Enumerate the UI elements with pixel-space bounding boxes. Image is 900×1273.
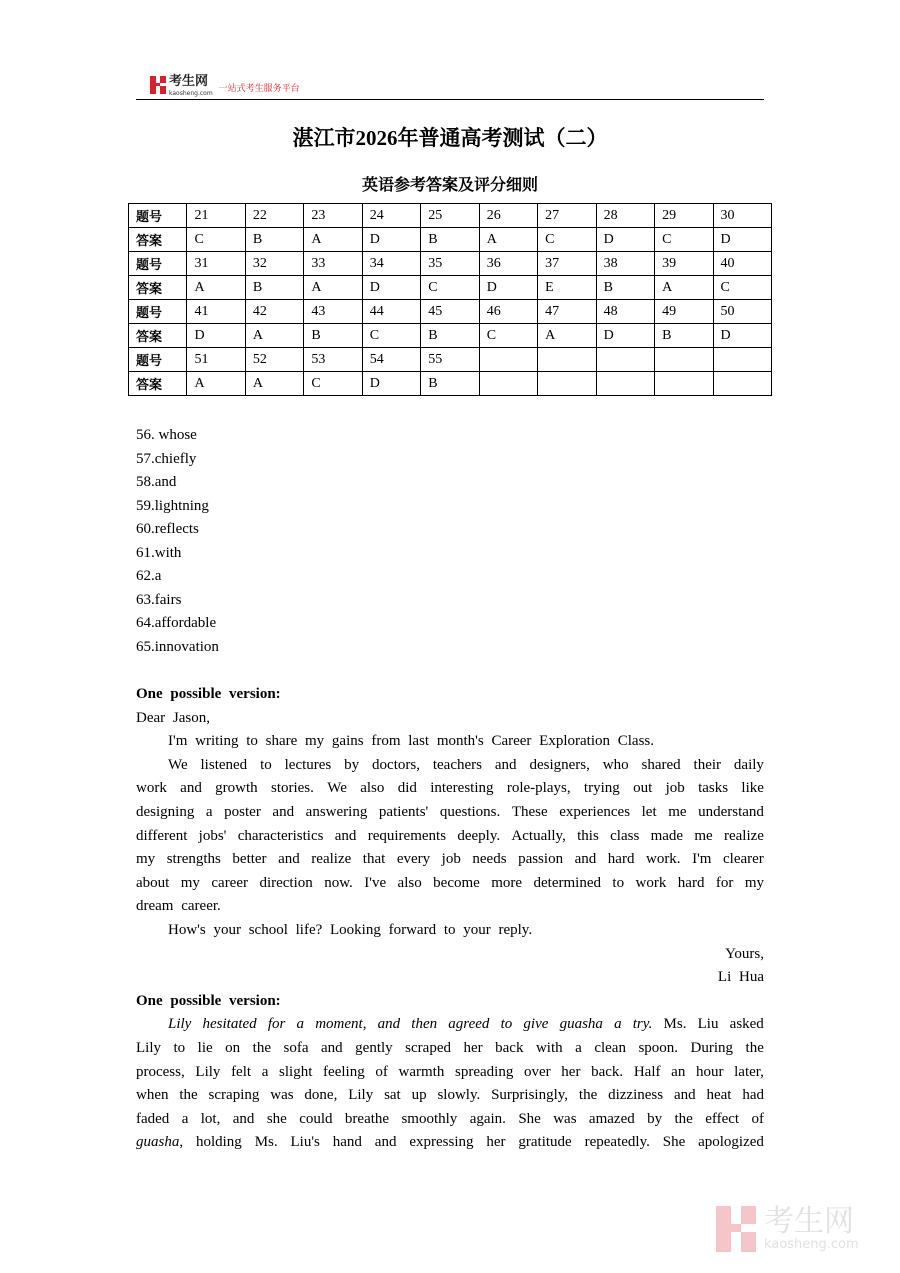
answer-label: 答案 xyxy=(129,372,187,396)
question-number xyxy=(596,348,654,372)
table-row xyxy=(129,204,772,228)
question-number: 23 xyxy=(304,204,362,228)
text-line xyxy=(136,919,764,943)
answer-cell: B xyxy=(421,372,479,396)
question-number: 27 xyxy=(538,204,596,228)
answer-cell xyxy=(596,372,654,396)
answer-cell: A xyxy=(304,276,362,300)
letter-greeting: Dear Jason, xyxy=(136,709,210,726)
text-line: guasha, holding Ms. Liu's hand and expressing her gratitude repeatedly. She apologized xyxy=(136,1134,764,1151)
question-number: 53 xyxy=(304,348,362,372)
text-line: process, Lily felt a slight feeling of warmth spreading over her back. Half an hour later, xyxy=(136,1063,764,1080)
table-row xyxy=(129,228,772,252)
answer-cell xyxy=(538,372,596,396)
page-subtitle: 英语参考答案及评分细则 xyxy=(361,177,538,194)
answer-cell xyxy=(713,372,771,396)
question-number: 52 xyxy=(245,348,303,372)
question-number: 35 xyxy=(421,252,479,276)
answer-cell: D xyxy=(362,372,420,396)
question-number: 22 xyxy=(245,204,303,228)
question-number: 33 xyxy=(304,252,362,276)
answer-cell: D xyxy=(362,228,420,252)
section-heading: One possible version: xyxy=(136,992,281,1009)
question-number xyxy=(655,348,713,372)
answer-cell: A xyxy=(187,276,245,300)
question-number: 48 xyxy=(596,300,654,324)
table-row xyxy=(129,324,772,348)
answer-cell: C xyxy=(187,228,245,252)
question-number: 40 xyxy=(713,252,771,276)
paragraph xyxy=(136,1013,764,1155)
text-line xyxy=(136,730,764,754)
question-number: 41 xyxy=(187,300,245,324)
letter-signature: Li Hua xyxy=(717,969,764,986)
watermark-url: kaosheng.com xyxy=(764,1236,859,1252)
text-run: dream career. xyxy=(136,898,221,915)
answer-cell: B xyxy=(596,276,654,300)
answer-label: 答案 xyxy=(129,228,187,252)
answer-cell: A xyxy=(655,276,713,300)
fill-in-answer: 65.innovation xyxy=(136,638,219,655)
text-line: We listened to lectures by doctors, teachers and designers, who shared their daily xyxy=(168,756,764,773)
text-run: How's your school life? Looking forward to your reply. xyxy=(168,921,533,938)
answer-cell: C xyxy=(655,228,713,252)
fill-in-answer: 57.chiefly xyxy=(136,450,197,467)
answer-cell: B xyxy=(245,276,303,300)
writing-section xyxy=(136,683,764,1155)
section-heading: One possible version: xyxy=(136,686,281,702)
text-line: when the scraping was done, Lily sat up slowly. Surprisingly, the dizziness and heat had xyxy=(136,1087,764,1104)
answer-cell: A xyxy=(187,372,245,396)
question-number: 37 xyxy=(538,252,596,276)
fill-in-answer: 63.fairs xyxy=(136,591,182,608)
question-number: 38 xyxy=(596,252,654,276)
fill-in-answer: 62.a xyxy=(136,568,162,584)
question-number-label: 题号 xyxy=(129,204,187,228)
question-number-label: 题号 xyxy=(129,252,187,276)
text-line: Lily hesitated for a moment, and then agreed to give guasha a try. Ms. Liu asked xyxy=(168,1016,764,1033)
slogan: 一站式考生服务平台 xyxy=(218,84,300,94)
question-number: 46 xyxy=(479,300,537,324)
fill-in-answer: 60.reflects xyxy=(136,521,199,537)
answer-cell: C xyxy=(304,372,362,396)
question-number: 47 xyxy=(538,300,596,324)
header-divider xyxy=(136,99,764,100)
question-number: 54 xyxy=(362,348,420,372)
question-number xyxy=(479,348,537,372)
answer-cell: D xyxy=(362,276,420,300)
answer-cell: A xyxy=(479,228,537,252)
question-number: 26 xyxy=(479,204,537,228)
question-number: 42 xyxy=(245,300,303,324)
question-number: 34 xyxy=(362,252,420,276)
answer-cell: D xyxy=(479,276,537,300)
question-number: 44 xyxy=(362,300,420,324)
question-number: 21 xyxy=(187,204,245,228)
watermark-logo-icon xyxy=(716,1206,756,1252)
question-number: 43 xyxy=(304,300,362,324)
question-number: 50 xyxy=(713,300,771,324)
question-number: 30 xyxy=(713,204,771,228)
paragraph xyxy=(136,754,764,919)
text-line: work and growth stories. We also did interesting role-plays, trying out job tasks like xyxy=(136,780,764,797)
answer-cell: D xyxy=(187,324,245,348)
answer-cell: A xyxy=(245,324,303,348)
answer-cell: C xyxy=(479,324,537,348)
answer-cell: E xyxy=(538,276,596,300)
question-number: 25 xyxy=(421,204,479,228)
answer-label: 答案 xyxy=(129,324,187,348)
table-row xyxy=(129,348,772,372)
answer-cell: C xyxy=(538,228,596,252)
answer-cell: C xyxy=(421,276,479,300)
question-number: 32 xyxy=(245,252,303,276)
table-row xyxy=(129,252,772,276)
fill-in-answer: 59.lightning xyxy=(136,497,209,514)
answer-label: 答案 xyxy=(129,276,187,300)
table-row xyxy=(129,300,772,324)
question-number: 49 xyxy=(655,300,713,324)
question-number: 28 xyxy=(596,204,654,228)
letter-closing: Yours, xyxy=(725,945,764,962)
question-number xyxy=(713,348,771,372)
answer-cell: D xyxy=(596,324,654,348)
answer-cell: C xyxy=(362,324,420,348)
answer-cell: B xyxy=(421,228,479,252)
paragraph xyxy=(136,919,764,943)
question-number: 24 xyxy=(362,204,420,228)
question-number: 51 xyxy=(187,348,245,372)
answer-cell: A xyxy=(304,228,362,252)
fill-in-answer: 56. whose xyxy=(136,427,197,443)
answer-cell xyxy=(479,372,537,396)
page-title: 湛江市2026年普通高考测试（二） xyxy=(292,126,608,150)
text-line: faded a lot, and she could breathe smoothly again. She was amazed by the effect of xyxy=(136,1110,764,1127)
fill-in-answer: 58.and xyxy=(136,474,177,490)
logo-name: 考生网 xyxy=(169,74,209,89)
text-line xyxy=(136,895,764,919)
question-number: 29 xyxy=(655,204,713,228)
logo-url: kaosheng.com xyxy=(169,90,213,97)
fill-in-answers xyxy=(136,424,219,659)
answer-cell: A xyxy=(245,372,303,396)
answer-cell: B xyxy=(421,324,479,348)
answer-cell: C xyxy=(713,276,771,300)
question-number xyxy=(538,348,596,372)
question-number: 39 xyxy=(655,252,713,276)
table-row xyxy=(129,276,772,300)
question-number: 45 xyxy=(421,300,479,324)
answer-cell: D xyxy=(596,228,654,252)
answer-cell xyxy=(655,372,713,396)
question-number: 55 xyxy=(421,348,479,372)
logo-icon xyxy=(150,76,166,94)
watermark xyxy=(716,1203,859,1252)
answer-cell: B xyxy=(304,324,362,348)
site-logo xyxy=(150,72,300,97)
text-line: about my career direction now. I've also become more determined to work hard for my xyxy=(136,874,764,891)
fill-in-answer: 64.affordable xyxy=(136,615,217,631)
table-row xyxy=(129,372,772,396)
answer-cell: B xyxy=(245,228,303,252)
answer-table xyxy=(128,203,772,396)
question-number: 36 xyxy=(479,252,537,276)
question-number-label: 题号 xyxy=(129,300,187,324)
paragraph xyxy=(136,730,764,754)
text-run: I'm writing to share my gains from last month's Career Exploration Class. xyxy=(168,733,654,750)
question-number-label: 题号 xyxy=(129,348,187,372)
answer-cell: D xyxy=(713,324,771,348)
question-number: 31 xyxy=(187,252,245,276)
fill-in-answer: 61.with xyxy=(136,544,182,561)
text-line: different jobs' characteristics and requirements deeply. Actually, this class made me realize xyxy=(136,827,764,844)
answer-cell: D xyxy=(713,228,771,252)
text-line: Lily to lie on the sofa and gently scraped her back with a clean spoon. During the xyxy=(136,1039,764,1056)
watermark-name: 考生网 xyxy=(764,1203,854,1239)
answer-cell: A xyxy=(538,324,596,348)
text-line: my strengths better and realize that every job needs passion and hard work. I'm clearer xyxy=(136,851,764,868)
answer-cell: B xyxy=(655,324,713,348)
text-line: designing a poster and answering patients' questions. These experiences let me understand xyxy=(136,803,764,820)
